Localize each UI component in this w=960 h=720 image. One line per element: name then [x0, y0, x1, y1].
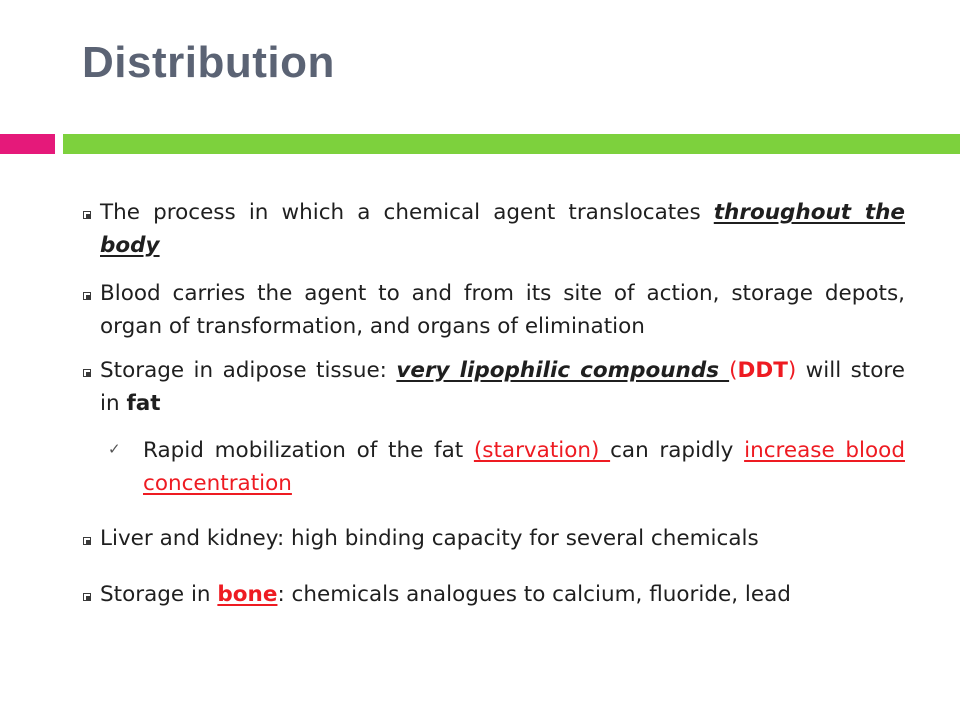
item-highlight: (starvation) [473, 438, 611, 463]
accent-bar-pink [0, 134, 55, 154]
list-item [100, 354, 905, 420]
slide-title: Distribution [82, 38, 335, 87]
item-text: The process in which a chemical agent translocates [100, 200, 714, 225]
square-bullet-icon [83, 292, 91, 300]
item-text-mid: can rapidly [610, 438, 745, 463]
item-text: Storage in [100, 582, 218, 607]
list-item [100, 277, 905, 343]
square-bullet-icon [83, 211, 91, 219]
item-emphasis: very lipophilic compounds [396, 358, 730, 383]
square-bullet-icon [83, 593, 91, 601]
item-highlight: DDT [737, 358, 788, 383]
item-text: Blood carries the agent to and from its site of action, storage depots, organ of transformation, and organs of elimination [100, 281, 905, 339]
accent-bar-green [63, 134, 960, 154]
square-bullet-icon [83, 537, 91, 545]
list-item [100, 522, 905, 555]
item-text: Rapid mobilization of the fat [143, 438, 474, 463]
paren-open: ( [729, 358, 738, 383]
item-text: Storage in adipose tissue: [100, 358, 397, 383]
square-bullet-icon [83, 369, 91, 377]
item-text-after: : chemicals analogues to calcium, fluoride, lead [277, 582, 791, 607]
checkmark-icon: ✓ [108, 440, 121, 458]
item-bold-end: fat [126, 391, 161, 416]
item-highlight: bone [217, 582, 278, 607]
list-item [100, 196, 905, 262]
item-highlight-2: increase blood concentration [143, 438, 905, 496]
list-sub-item [143, 434, 905, 500]
item-text-after: will store in [100, 358, 905, 416]
paren-close: ) [787, 358, 797, 383]
item-text: Liver and kidney: high binding capacity for several chemicals [100, 526, 759, 551]
item-emphasis: throughout the body [100, 200, 905, 258]
list-item [100, 578, 905, 611]
